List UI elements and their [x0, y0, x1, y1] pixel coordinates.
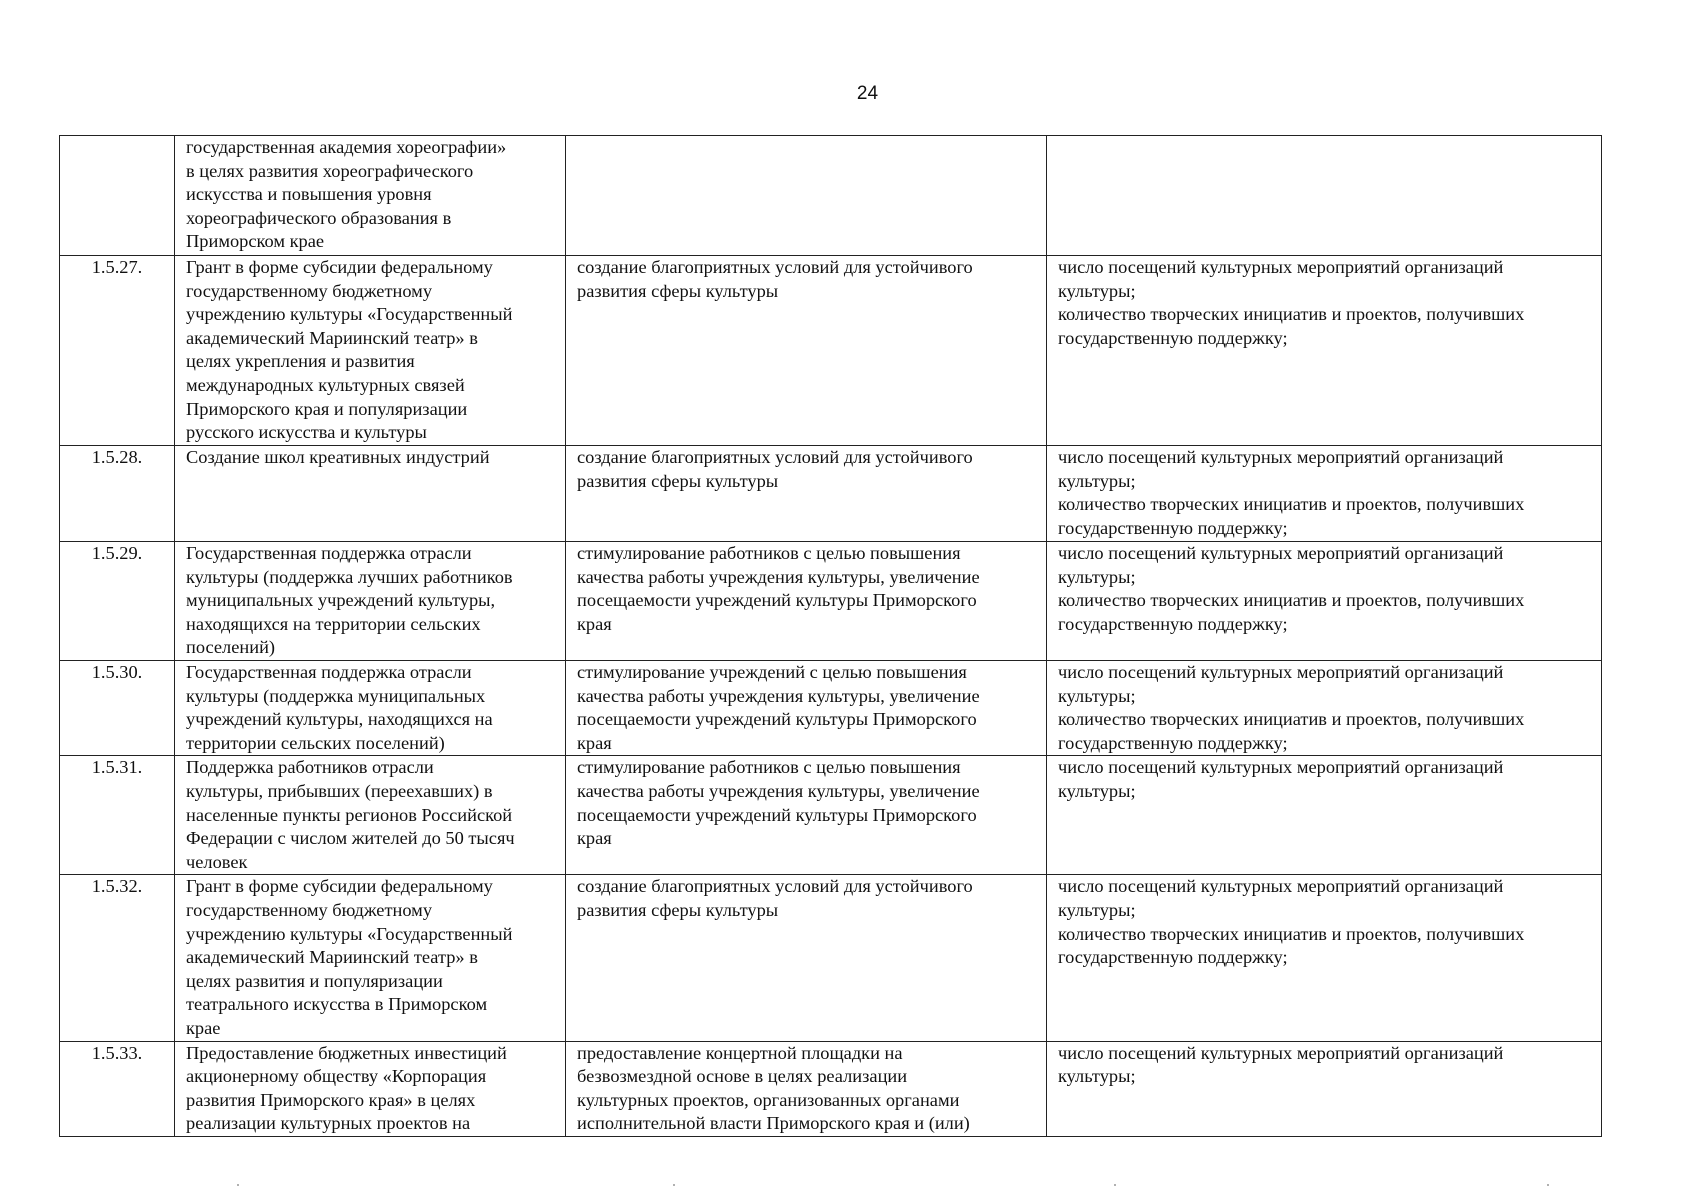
cell-text-line: Создание школ креативных индустрий [186, 447, 490, 467]
cell-text-line: культуры; [1058, 780, 1136, 801]
cell-text-line: посещаемости учреждений культуры Приморского [577, 709, 977, 730]
cell-text-line: Предоставление бюджетных инвестиций [186, 1042, 507, 1063]
cell-text-line: театрального искусства в Приморском [186, 994, 488, 1015]
cell-text-line: муниципальных учреждений культуры, [186, 590, 496, 611]
cell-text-line: государственную поддержку; [1058, 732, 1288, 753]
table-row [60, 136, 1602, 256]
table-row [60, 1041, 1602, 1136]
cell-text-line: учреждению культуры «Государственный [186, 304, 513, 325]
cell-text-line: посещаемости учреждений культуры Приморского [577, 590, 977, 611]
table-row [60, 661, 1602, 756]
cell-text-line: культурных проектов, организованных органами [577, 1089, 960, 1110]
row-number-cell [60, 136, 175, 256]
cell-text-line: Поддержка работников отрасли [186, 757, 434, 778]
cell-text-line: академический Мариинский театр» в [186, 947, 478, 968]
cell-text-line: число посещений культурных мероприятий организаций [1058, 757, 1504, 778]
table-row [60, 256, 1602, 446]
goal-cell [566, 446, 1047, 542]
cell-text-line: культуры (поддержка лучших работников [186, 566, 513, 587]
cell-text-line: государственному бюджетному [186, 280, 433, 301]
cell-text-line: края [577, 828, 612, 849]
page-number: 24 [856, 83, 879, 104]
cell-text-line: качества работы учреждения культуры, увеличение [577, 780, 980, 801]
cell-text-line: человек [186, 851, 248, 872]
cell-text-line: количество творческих инициатив и проектов, получивших [1058, 923, 1525, 944]
cell-text-line: число посещений культурных мероприятий организаций [1058, 876, 1504, 897]
cell-text-line: целях укрепления и развития [186, 351, 415, 372]
cell-text-line: количество творческих инициатив и проектов, получивших [1058, 494, 1525, 515]
cell-text-line: Приморском крае [186, 231, 325, 252]
indicators-cell [1047, 875, 1602, 1041]
cell-text-line: развития сферы культуры [577, 470, 779, 491]
indicators-cell [1047, 136, 1602, 256]
cell-text-line: развития сферы культуры [577, 280, 779, 301]
goal-cell [566, 756, 1047, 875]
cell-text-line: число посещений культурных мероприятий организаций [1058, 257, 1504, 277]
row-number-cell: 1.5.27. [60, 256, 175, 446]
cell-text-line: исполнительной власти Приморского края и (или) [577, 1113, 970, 1134]
indicators-cell [1047, 1041, 1602, 1136]
cell-text-line: культуры; [1058, 899, 1136, 920]
table-row [60, 875, 1602, 1041]
cell-text-line: государственную поддержку; [1058, 327, 1288, 348]
activity-name-cell [175, 256, 566, 446]
cell-text-line: края [577, 613, 612, 634]
cell-text-line: количество творческих инициатив и проектов, получивших [1058, 304, 1525, 325]
cell-text-line: Государственная поддержка отрасли [186, 662, 472, 682]
cell-text-line: культуры; [1058, 1066, 1136, 1087]
cell-text-line: число посещений культурных мероприятий организаций [1058, 543, 1504, 563]
table-row [60, 446, 1602, 542]
goal-cell [566, 661, 1047, 756]
cell-text-line: государственную поддержку; [1058, 947, 1288, 968]
row-number-cell: 1.5.31. [60, 756, 175, 875]
activity-name-cell [175, 756, 566, 875]
cell-text-line: стимулирование работников с целью повышения [577, 543, 961, 563]
goal-cell [566, 136, 1047, 256]
cell-text-line: Государственная поддержка отрасли [186, 543, 472, 563]
cell-text-line: культуры; [1058, 685, 1136, 706]
cell-text-line: реализации культурных проектов на [186, 1113, 471, 1134]
cell-text-line: крае [186, 1017, 221, 1038]
cell-text-line: территории сельских поселений) [186, 732, 445, 753]
cell-text-line: государственному бюджетному [186, 899, 433, 920]
cell-text-line: Грант в форме субсидии федеральному [186, 876, 493, 897]
program-activities-table [59, 135, 1602, 1137]
goal-cell [566, 875, 1047, 1041]
cell-text-line: количество творческих инициатив и проектов, получивших [1058, 590, 1525, 611]
activity-name-cell [175, 136, 566, 256]
cell-text-line: создание благоприятных условий для устойчивого [577, 257, 973, 277]
row-number-cell: 1.5.29. [60, 542, 175, 661]
cell-text-line: акционерному обществу «Корпорация [186, 1066, 487, 1087]
indicators-cell [1047, 256, 1602, 446]
cell-text-line: хореографического образования в [186, 207, 452, 228]
cell-text-line: Федерации с числом жителей до 50 тысяч [186, 828, 515, 849]
activity-name-cell [175, 661, 566, 756]
cell-text-line: культуры; [1058, 280, 1136, 301]
activity-name-cell [175, 1041, 566, 1136]
cell-text-line: искусства и повышения уровня [186, 184, 432, 205]
cell-text-line: качества работы учреждения культуры, увеличение [577, 685, 980, 706]
cell-text-line: развития сферы культуры [577, 899, 779, 920]
cell-text-line: качества работы учреждения культуры, увеличение [577, 566, 980, 587]
cell-text-line: Приморского края и популяризации [186, 398, 468, 419]
cell-text-line: находящихся на территории сельских [186, 613, 481, 634]
cell-text-line: государственная академия хореографии» [186, 137, 507, 157]
cell-text-line: число посещений культурных мероприятий организаций [1058, 1042, 1504, 1063]
activity-name-cell [175, 446, 566, 542]
cell-text-line: развития Приморского края» в целях [186, 1089, 476, 1110]
row-number-cell: 1.5.30. [60, 661, 175, 756]
cell-text-line: населенные пункты регионов Российской [186, 804, 513, 825]
cell-text-line: посещаемости учреждений культуры Приморского [577, 804, 977, 825]
cell-text-line: в целях развития хореографического [186, 160, 474, 181]
table-row [60, 756, 1602, 875]
cell-text-line: стимулирование учреждений с целью повышения [577, 662, 967, 682]
row-number-cell: 1.5.32. [60, 875, 175, 1041]
row-number-cell: 1.5.28. [60, 446, 175, 542]
cell-text-line: учреждений культуры, находящихся на [186, 709, 493, 730]
cell-text-line: государственную поддержку; [1058, 517, 1288, 538]
cell-text-line: число посещений культурных мероприятий организаций [1058, 447, 1504, 467]
cell-text-line: культуры; [1058, 566, 1136, 587]
cell-text-line: безвозмездной основе в целях реализации [577, 1066, 908, 1087]
goal-cell [566, 542, 1047, 661]
cell-text-line: число посещений культурных мероприятий организаций [1058, 662, 1504, 682]
cell-text-line: академический Мариинский театр» в [186, 327, 478, 348]
cell-text-line: международных культурных связей [186, 374, 465, 395]
table-row [60, 542, 1602, 661]
row-number-cell: 1.5.33. [60, 1041, 175, 1136]
cell-text-line: создание благоприятных условий для устойчивого [577, 876, 973, 897]
goal-cell [566, 256, 1047, 446]
activity-name-cell [175, 542, 566, 661]
cell-text-line: поселений) [186, 637, 276, 658]
cell-text-line: культуры; [1058, 470, 1136, 491]
cell-text-line: количество творческих инициатив и проектов, получивших [1058, 709, 1525, 730]
cell-text-line: стимулирование работников с целью повышения [577, 757, 961, 778]
cell-text-line: русского искусства и культуры [186, 422, 427, 443]
cell-text-line: целях развития и популяризации [186, 970, 443, 991]
indicators-cell [1047, 446, 1602, 542]
cell-text-line: Грант в форме субсидии федеральному [186, 257, 493, 277]
cell-text-line: культуры, прибывших (переехавших) в [186, 780, 493, 801]
activity-name-cell [175, 875, 566, 1041]
cell-text-line: культуры (поддержка муниципальных [186, 685, 486, 706]
goal-cell [566, 1041, 1047, 1136]
indicators-cell [1047, 661, 1602, 756]
cell-text-line: государственную поддержку; [1058, 613, 1288, 634]
cell-text-line: учреждению культуры «Государственный [186, 923, 513, 944]
indicators-cell [1047, 756, 1602, 875]
cell-text-line: создание благоприятных условий для устойчивого [577, 447, 973, 467]
indicators-cell [1047, 542, 1602, 661]
cell-text-line: предоставление концертной площадки на [577, 1042, 903, 1063]
cell-text-line: края [577, 732, 612, 753]
